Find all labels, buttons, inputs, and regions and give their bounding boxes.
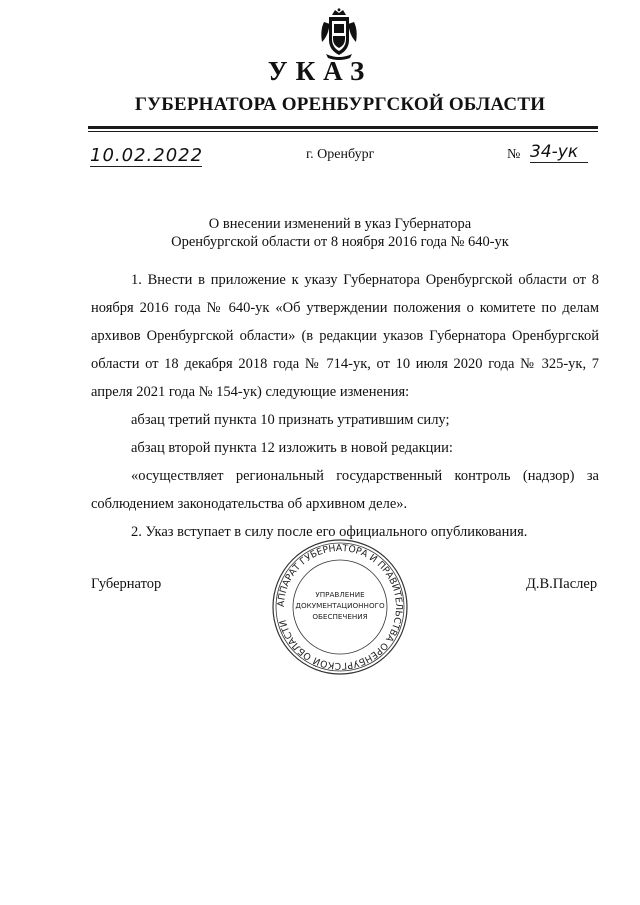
seal-ring-text: АППАРАТ ГУБЕРНАТОРА И ПРАВИТЕЛЬСТВА ОРЕНБУРГСКОЙ ОБЛАСТИ bbox=[275, 542, 405, 672]
subject-line-2: Оренбургской области от 8 ноября 2016 года № 640-ук bbox=[171, 234, 509, 250]
paragraph-3: абзац второй пункта 12 изложить в новой редакции: bbox=[131, 440, 453, 456]
document-city: г. Оренбург bbox=[306, 147, 375, 162]
signatory-role: Губернатор bbox=[91, 576, 162, 592]
document-number: 34-ук bbox=[530, 142, 588, 163]
document-subject bbox=[0, 215, 640, 251]
subject-line-1: О внесении изменений в указ Губернатора bbox=[208, 216, 472, 232]
seal-center-line-3: ОБЕСПЕЧЕНИЯ bbox=[312, 612, 368, 621]
issuer-heading: ГУБЕРНАТОРА ОРЕНБУРГСКОЙ ОБЛАСТИ bbox=[134, 94, 546, 115]
paragraph-5: 2. Указ вступает в силу после его официального опубликования. bbox=[131, 524, 528, 540]
coat-of-arms-icon bbox=[318, 8, 360, 60]
paragraph-4: «осуществляет региональный государственный контроль (надзор) за соблюдением законодательства об архивном деле». bbox=[91, 468, 599, 512]
paragraph-2: абзац третий пункта 10 признать утратившим силу; bbox=[131, 412, 450, 428]
document-type-heading: УКАЗ bbox=[267, 56, 373, 86]
official-seal-stamp bbox=[270, 537, 410, 677]
signatory-name: Д.В.Паслер bbox=[526, 576, 598, 592]
paragraph-1: 1. Внести в приложение к указу Губернатора Оренбургской области от 8 ноября 2016 года № 640-ук «Об утверждении положения о комитете по делам архивов Оренбургской области» (в редакции указов Губернатора Оренбургской области от 18 декабря 2018 года № 714-ук, от 10 июля 2020 года № 325-ук, 7 апреля 2021 года № 154-ук) следующие изменения: bbox=[91, 272, 599, 400]
number-sign: № bbox=[507, 147, 521, 162]
document-body bbox=[91, 266, 599, 546]
header-rule-thick bbox=[88, 126, 598, 129]
header-rule-thin bbox=[88, 131, 598, 132]
document-date: 10.02.2022 bbox=[90, 145, 204, 166]
seal-center-line-2: ДОКУМЕНТАЦИОННОГО bbox=[295, 601, 385, 610]
seal-center-line-1: УПРАВЛЕНИЕ bbox=[315, 590, 365, 599]
